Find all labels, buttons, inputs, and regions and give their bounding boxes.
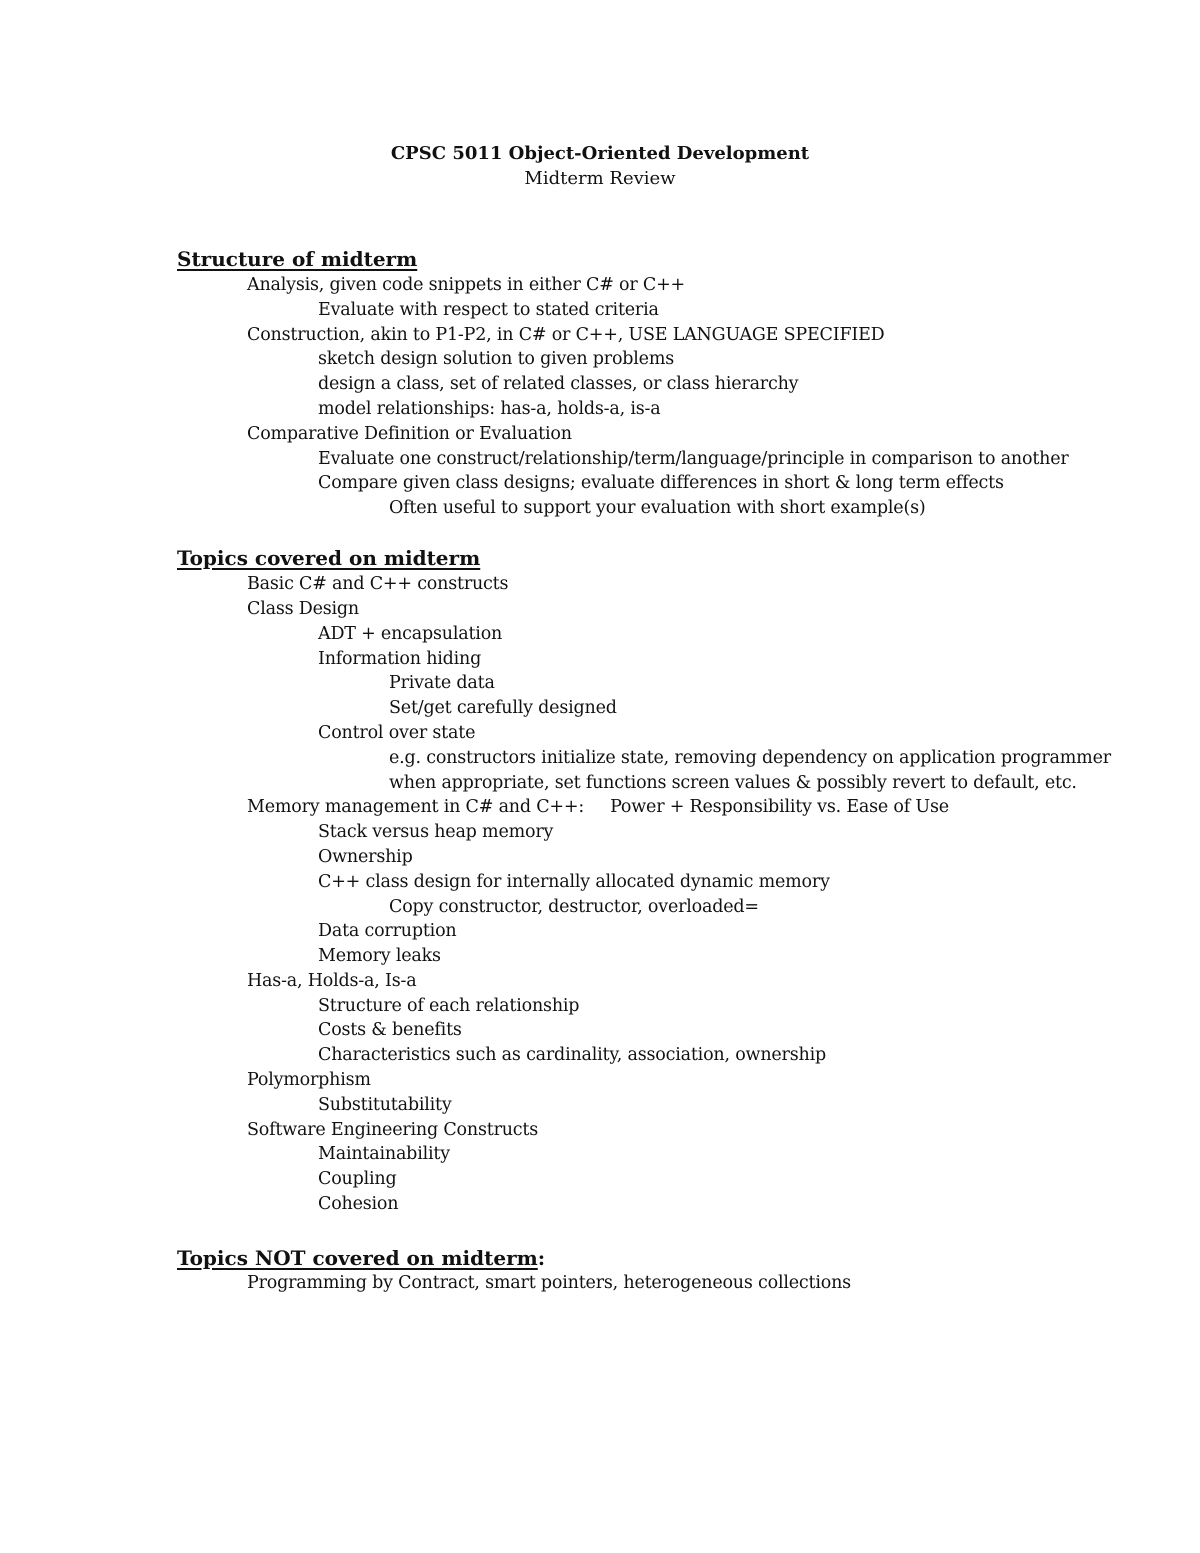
section-heading-text: Topics NOT covered on midterm: [177, 1246, 538, 1270]
list-item: Cohesion: [318, 1194, 399, 1214]
list-item: Comparative Definition or Evaluation: [247, 424, 572, 444]
list-item: Costs & benefits: [318, 1020, 462, 1040]
list-item: Characteristics such as cardinality, association, ownership: [318, 1045, 826, 1065]
list-item: Control over state: [318, 723, 476, 743]
list-item: sketch design solution to given problems: [318, 349, 675, 369]
list-item: Evaluate one construct/relationship/term/language/principle in comparison to another: [318, 449, 1069, 469]
list-item: e.g. constructors initialize state, removing dependency on application programmer: [389, 748, 1111, 768]
list-item-text: Memory management in C# and C++:: [247, 797, 585, 817]
list-item: C++ class design for internally allocated dynamic memory: [318, 872, 830, 892]
list-item: Private data: [389, 673, 495, 693]
section-heading-text: Structure of midterm: [177, 247, 418, 271]
list-item: Maintainability: [318, 1144, 450, 1164]
list-item: Coupling: [318, 1169, 397, 1189]
section-heading-colon: :: [537, 1246, 546, 1270]
list-item: Software Engineering Constructs: [247, 1120, 539, 1140]
list-item: design a class, set of related classes, or class hierarchy: [318, 374, 799, 394]
list-item-note: Power + Responsibility vs. Ease of Use: [610, 797, 949, 817]
list-item: Has-a, Holds-a, Is-a: [247, 971, 417, 991]
list-item: Memory leaks: [318, 946, 441, 966]
section-heading-structure: [177, 246, 417, 272]
list-item: [247, 795, 949, 819]
list-item: when appropriate, set functions screen values & possibly revert to default, etc.: [389, 773, 1077, 793]
section-heading-text: Topics covered on midterm: [177, 546, 481, 570]
section-heading-covered: [177, 545, 480, 571]
list-item: Programming by Contract, smart pointers, heterogeneous collections: [247, 1273, 851, 1293]
list-item: Analysis, given code snippets in either C# or C++: [247, 275, 685, 295]
list-item: Class Design: [247, 599, 359, 619]
list-item: model relationships: has-a, holds-a, is-a: [318, 399, 661, 419]
list-item: Construction, akin to P1-P2, in C# or C++, USE LANGUAGE SPECIFIED: [247, 325, 885, 345]
list-item: Ownership: [318, 847, 413, 867]
section-heading-not-covered: [177, 1245, 545, 1271]
list-item: Often useful to support your evaluation with short example(s): [389, 498, 926, 518]
list-item: Stack versus heap memory: [318, 822, 554, 842]
list-item: Evaluate with respect to stated criteria: [318, 300, 659, 320]
document-title: CPSC 5011 Object-Oriented Development: [390, 143, 810, 164]
list-item: Polymorphism: [247, 1070, 371, 1090]
document-subtitle: Midterm Review: [524, 168, 676, 189]
list-item: Copy constructor, destructor, overloaded=: [389, 897, 759, 917]
list-item: Substitutability: [318, 1095, 452, 1115]
list-item: Compare given class designs; evaluate differences in short & long term effects: [318, 473, 1004, 493]
list-item: ADT + encapsulation: [318, 624, 503, 644]
list-item: Structure of each relationship: [318, 996, 580, 1016]
list-item: Information hiding: [318, 649, 482, 669]
list-item: Set/get carefully designed: [389, 698, 617, 718]
list-item: Data corruption: [318, 921, 457, 941]
list-item: Basic C# and C++ constructs: [247, 574, 509, 594]
